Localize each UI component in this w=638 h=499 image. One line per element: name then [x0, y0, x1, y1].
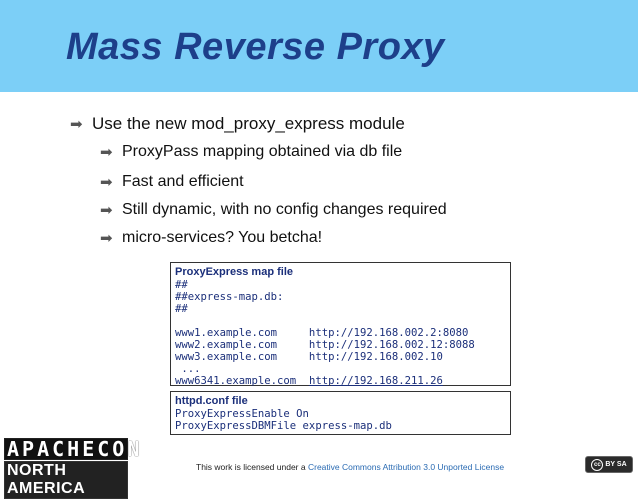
logo-line-1: APACHECON [4, 438, 128, 460]
bullet-sub-1 [100, 143, 402, 161]
code-line: ProxyExpressDBMFile express-map.db [175, 420, 392, 432]
bullet-sub-2 [100, 173, 244, 191]
license-text [196, 462, 504, 472]
slide-title: Mass Reverse Proxy [66, 26, 445, 68]
code-box-map-file [170, 262, 511, 386]
bullet-sub-3 [100, 201, 447, 219]
arrow-right-icon: ➡ [100, 144, 113, 161]
arrow-right-icon: ➡ [70, 116, 83, 133]
code-line: www3.example.com http://192.168.002.10 [175, 351, 443, 363]
url-link[interactable]: http://192.168.211.26 [308, 375, 443, 387]
code-line [175, 315, 506, 327]
arrow-right-icon: ➡ [100, 174, 113, 191]
code-line: www6341.example.com http://192.168.211.26 [175, 375, 443, 387]
cc-license-badge[interactable] [585, 456, 633, 473]
arrow-right-icon: ➡ [100, 202, 113, 219]
code-line: www1.example.com http://192.168.002.2:8080 [175, 327, 469, 339]
logo-line-2: NORTH AMERICA [4, 461, 128, 499]
cc-icon: cc [591, 459, 603, 471]
code-box-httpd-conf [170, 391, 511, 435]
bullet-sub-text: micro-services? You betcha! [122, 229, 323, 246]
code-line: ... [175, 363, 201, 375]
apachecon-logo [4, 437, 143, 499]
code-box-heading: ProxyExpress map file [175, 266, 294, 278]
bullet-sub-4 [100, 229, 322, 247]
bullet-main [70, 114, 405, 134]
title-bar [0, 0, 638, 92]
arrow-right-icon: ➡ [100, 230, 113, 247]
license-link[interactable]: Creative Commons Attribution 3.0 Unported License [307, 462, 505, 472]
bullet-sub-text: ProxyPass mapping obtained via db file [122, 143, 403, 160]
code-line: ProxyExpressEnable On [175, 408, 309, 420]
code-line: ## [175, 303, 188, 315]
bullet-sub-text: Still dynamic, with no config changes required [122, 201, 447, 218]
bullet-main-text: Use the new mod_proxy_express module [92, 114, 405, 133]
code-line: www2.example.com http://192.168.002.12:8088 [175, 339, 475, 351]
code-line: ## [175, 279, 188, 291]
cc-badge-text: BY SA [605, 461, 627, 468]
code-box-heading: httpd.conf file [175, 395, 248, 407]
license-prefix: This work is licensed under a [196, 462, 308, 472]
bullet-sub-text: Fast and efficient [122, 173, 244, 190]
code-line: ##express-map.db: [175, 291, 284, 303]
